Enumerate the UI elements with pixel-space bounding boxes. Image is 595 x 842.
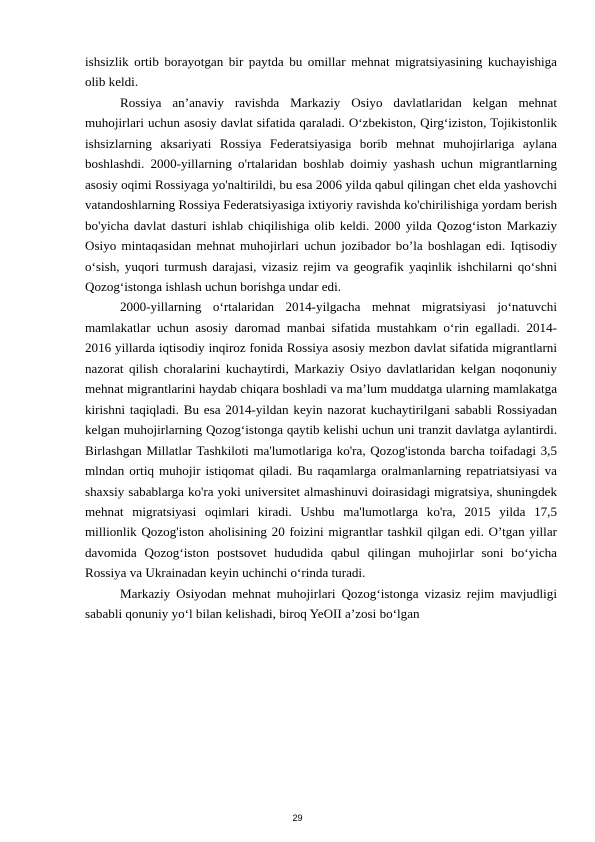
body-text <box>85 52 557 625</box>
paragraph-2: Rossiya an’anaviy ravishda Markaziy Osiyo davlatlaridan kelgan mehnat muhojirlari uchun asosiy davlat sifatida qaraladi. O‘zbekiston, Qirg‘iziston, Tojikistonlik ishsizlarning aksariyati Rossiya Federatsiyasiga borib mehnat muhojirlariga aylana boshlashdi. 2000-yillarning o'rtalaridan boshlab doimiy yashash uchun migrantlarning asosiy oqimi Rossiyaga yo'naltirildi, bu esa 2006 yilda qabul qilingan chet elda yashovchi vatandoshlarning Rossiya Federatsiyasiga ixtiyoriy ravishda ko'chirilishiga yordam berish bo'yicha davlat dasturi ishlab chiqilishiga olib keldi. 2000 yilda Qozog‘iston Markaziy Osiyo mintaqasidan mehnat muhojirlari uchun jozibador bo’la boshlagan edi. Iqtisodiy o‘sish, yuqori turmush darajasi, vizasiz rejim va geografik yaqinlik ishchilarni qo‘shni Qozog‘istonga ishlash uchun borishga undar edi. <box>85 94 557 294</box>
paragraph-1: ishsizlik ortib borayotgan bir paytda bu omillar mehnat migratsiyasining kuchayishiga olib keldi. <box>85 54 557 90</box>
paragraph-4: Markaziy Osiyodan mehnat muhojirlari Qozog‘istonga vizasiz rejim mavjudligi sababli qonuniy yo‘l bilan kelishadi, biroq YeOII a’zosi bo‘lgan <box>85 585 557 622</box>
page-number: 29 <box>292 813 303 823</box>
paragraph-3: 2000-yillarning o‘rtalaridan 2014-yilgacha mehnat migratsiyasi jo‘natuvchi mamlakatlar uchun asosiy daromad manbai sifatida mustahkam o‘rin egalladi. 2014- 2016 yillarda iqtisodiy inqiroz fonida Rossiya asosiy mezbon davlat sifatida migrantlarni nazorat qilish choralarini kuchaytirdi, Markaziy Osiyo davlatlaridan kelgan noqonuniy mehnat migrantlarini haydab chiqara boshladi va ma’lum muddatga ularning mamlakatga kirishni taqiqladi. Bu esa 2014-yildan keyin nazorat kuchaytirilgani sababli Rossiyadan kelgan muhojirlarning Qozog‘istonga qaytib kelishi uchun uni tranzit davlatga aylantirdi. Birlashgan Millatlar Tashkiloti ma'lumotlariga ko'ra, Qozog'istonda barcha toifadagi 3,5 mlndan ortiq muhojir istiqomat qiladi. Bu raqamlarga oralmanlarning repatriatsiyasi va shaxsiy sabablarga ko'ra yoki universitet almashinuvi doirasidagi migratsiya, shuningdek mehnat migratsiyasi oqimlari kiradi. Ushbu ma'lumotlarga ko'ra, 2015 yilda 17,5 millionlik Qozog'iston aholisining 20 foizini migrantlar tashkil qilgan edi. O’tgan yillar davomida Qozog‘iston postsovet hududida qabul qilingan muhojirlar soni bo‘yicha Rossiya va Ukrainadan keyin uchinchi o‘rinda turadi. <box>85 299 557 581</box>
